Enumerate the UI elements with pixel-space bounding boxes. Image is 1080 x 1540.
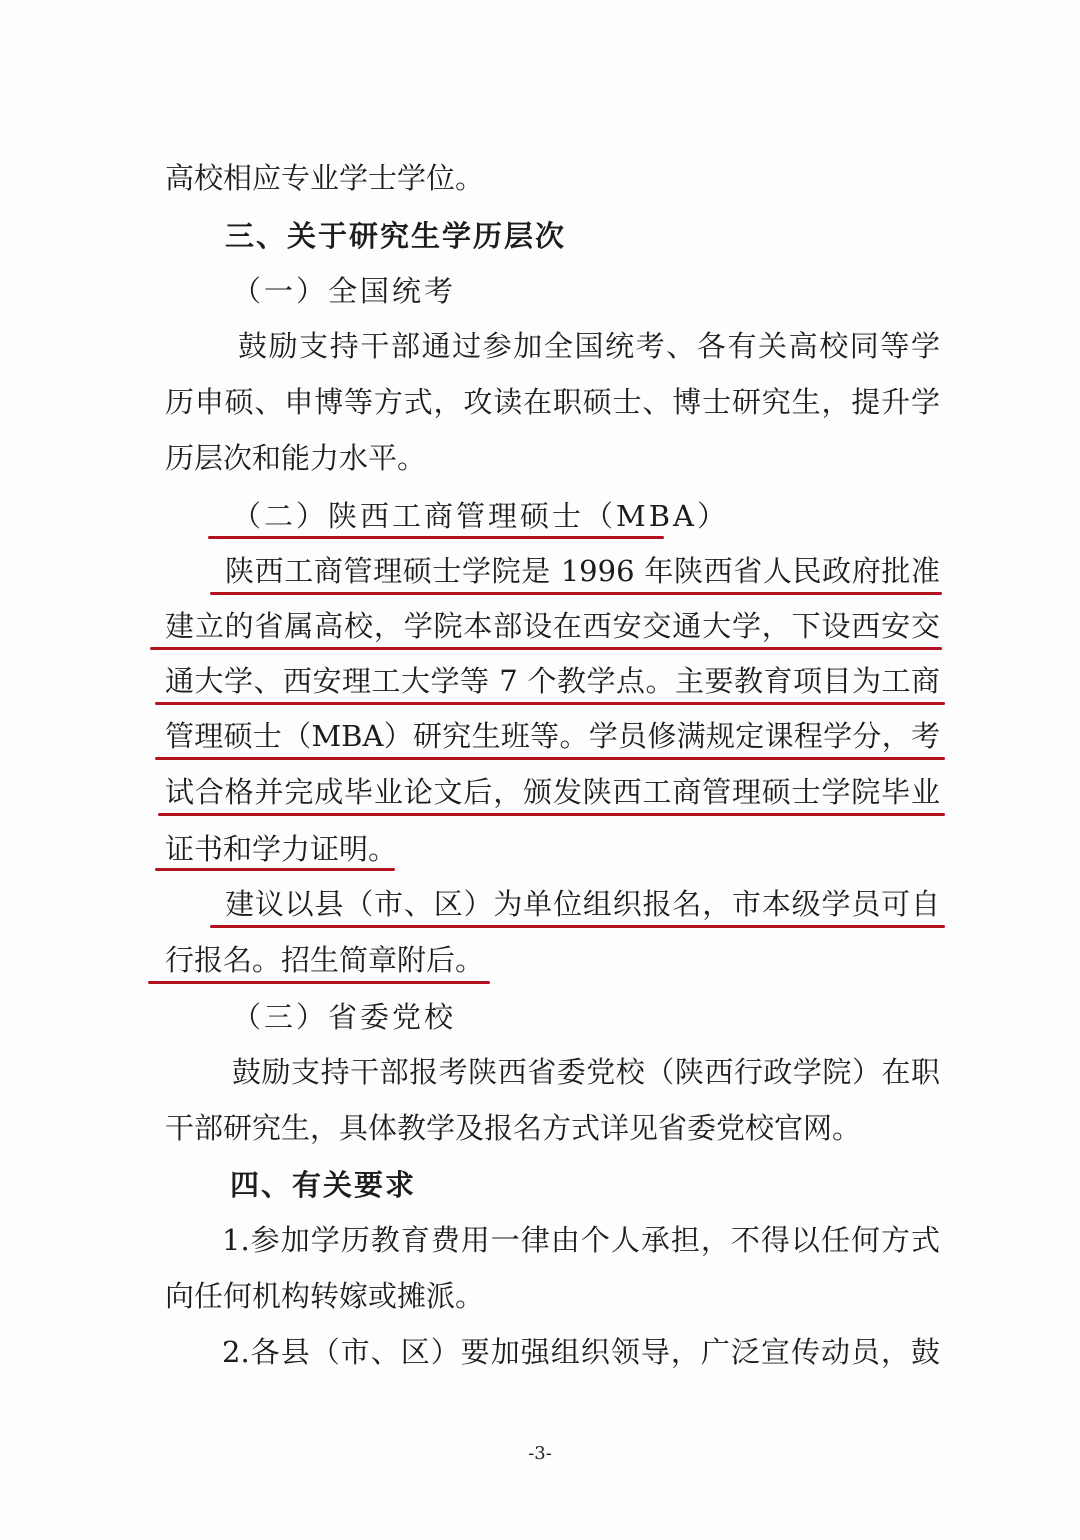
annotation-underline [210,925,945,928]
subheading-party-school: （三）省委党校 [232,1000,457,1034]
paragraph-line: 向任何机构转嫁或摊派。 [165,1279,485,1313]
paragraph-line: 鼓励支持干部报考陕西省委党校（陕西行政学院）在职 [232,1055,940,1089]
section-heading-three: 三、关于研究生学历层次 [225,219,567,253]
paragraph-line: 陕西工商管理硕士学院是 1996 年陕西省人民政府批准 [225,554,940,588]
paragraph-line: 1.参加学历教育费用一律由个人承担，不得以任何方式 [222,1223,940,1257]
paragraph-line: 鼓励支持干部通过参加全国统考、各有关高校同等学 [238,329,940,363]
paragraph-line: 试合格并完成毕业论文后，颁发陕西工商管理硕士学院毕业 [165,775,940,809]
paragraph-line: 干部研究生，具体教学及报名方式详见省委党校官网。 [165,1111,862,1145]
annotation-underline [155,702,945,705]
paragraph-line: 历申硕、申博等方式，攻读在职硕士、博士研究生，提升学 [165,385,940,419]
annotation-underline [148,981,490,984]
annotation-underline [155,757,945,760]
paragraph-line: 高校相应专业学士学位。 [165,161,485,195]
subheading-national-exam: （一）全国统考 [232,274,457,308]
paragraph-line: 通大学、西安理工大学等 7 个教学点。主要教育项目为工商 [165,664,940,698]
paragraph-line: 管理硕士（MBA）研究生班等。学员修满规定课程学分，考 [165,719,940,753]
paragraph-line: 建议以县（市、区）为单位组织报名，市本级学员可自 [225,887,940,921]
annotation-underline [158,813,945,816]
paragraph-line: 行报名。招生简章附后。 [165,943,485,977]
paragraph-line: 2.各县（市、区）要加强组织领导，广泛宣传动员，鼓 [222,1335,940,1369]
annotation-underline [150,647,942,650]
paragraph-line: 证书和学力证明。 [165,832,398,866]
section-heading-four: 四、有关要求 [230,1168,417,1202]
annotation-underline [155,868,395,871]
annotation-underline [208,536,664,539]
annotation-underline [210,592,942,595]
subheading-mba: （二）陕西工商管理硕士（MBA） [232,499,729,533]
page-number: -3- [528,1443,552,1464]
paragraph-line: 建立的省属高校，学院本部设在西安交通大学，下设西安交 [165,609,940,643]
paragraph-line: 历层次和能力水平。 [165,441,427,475]
